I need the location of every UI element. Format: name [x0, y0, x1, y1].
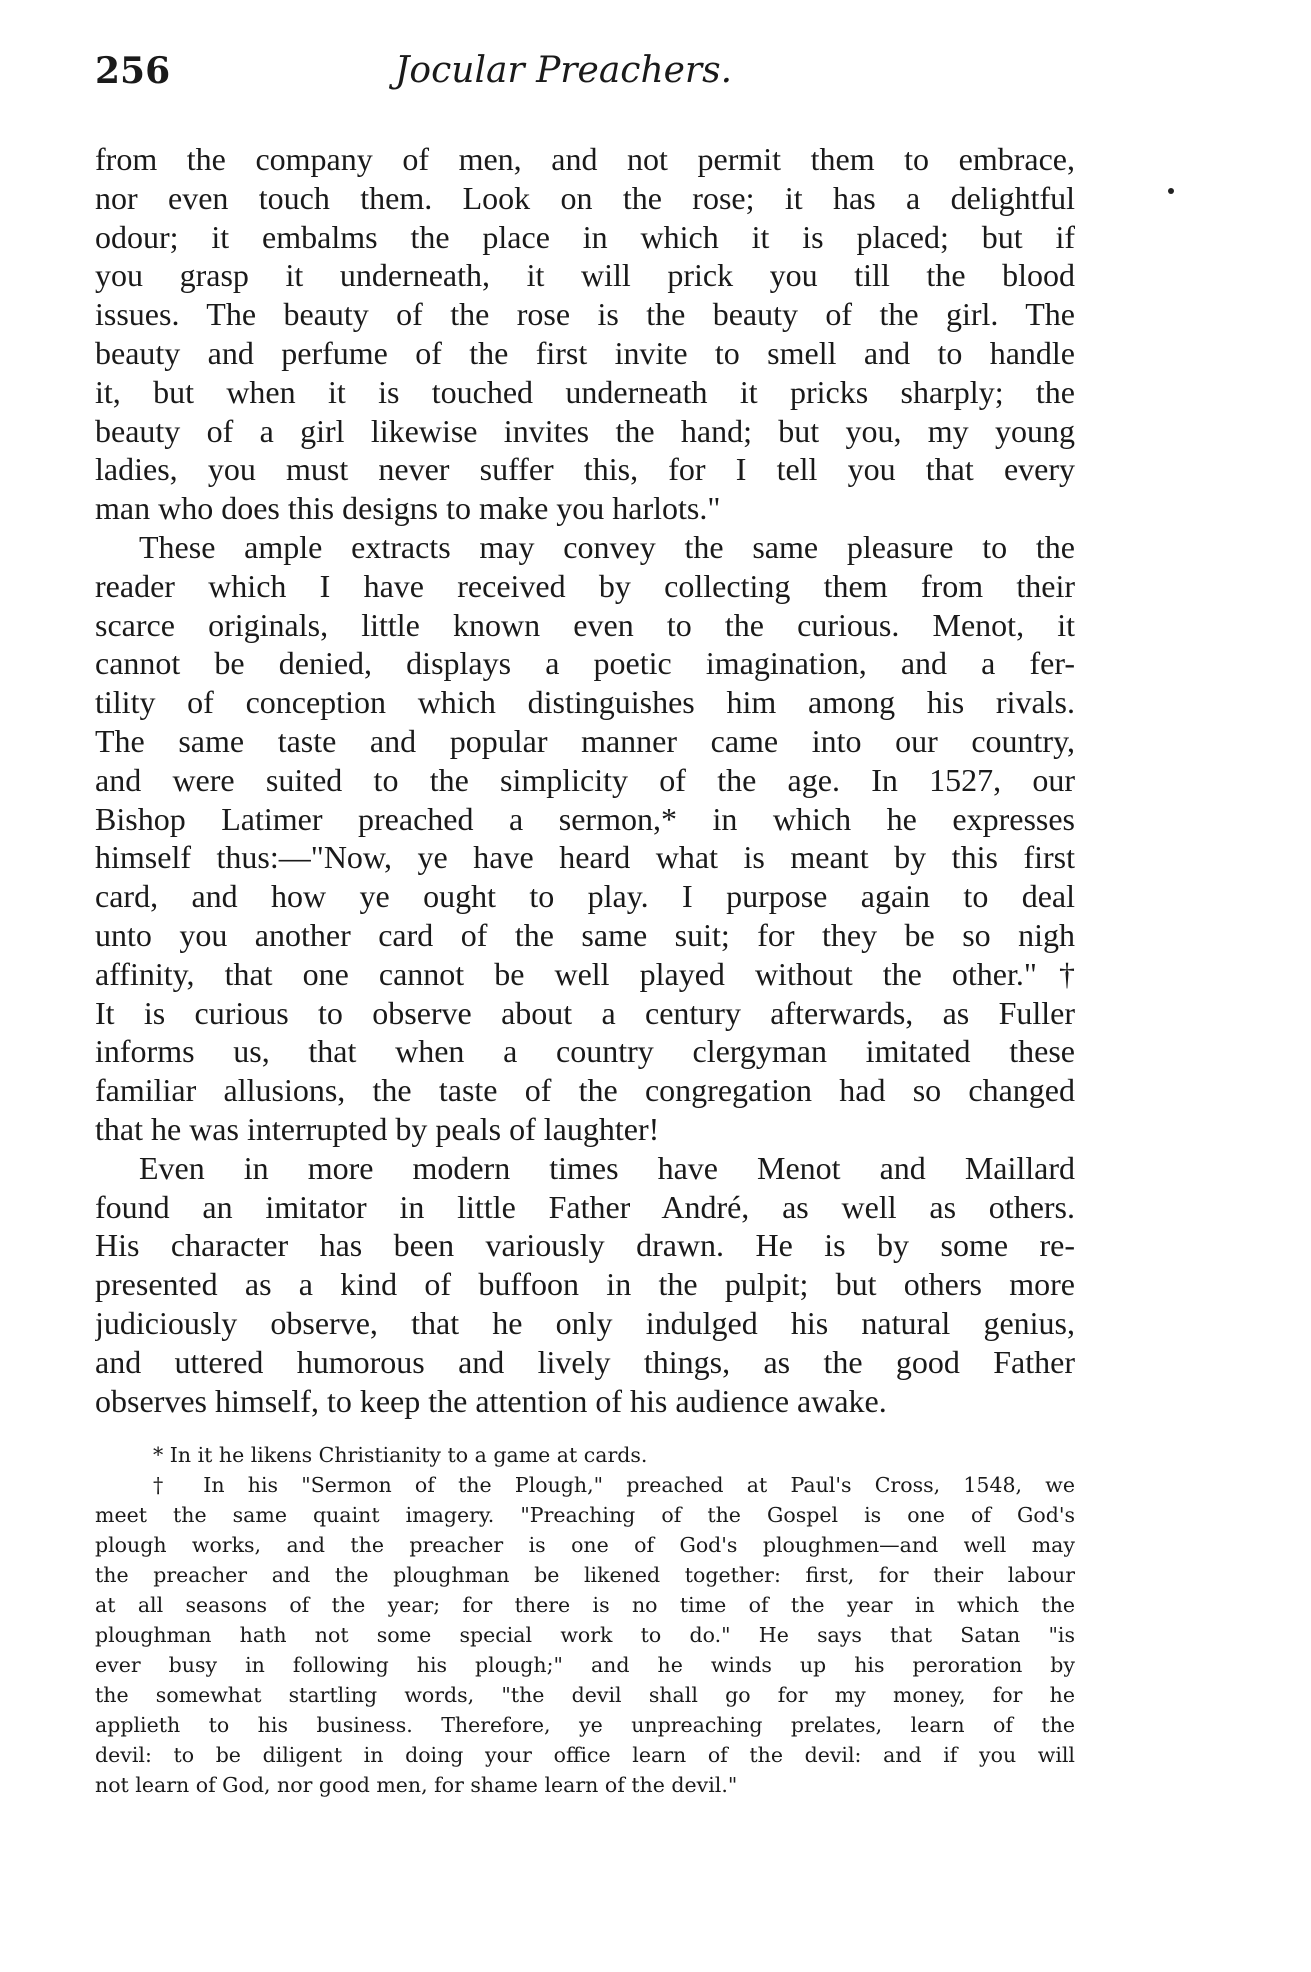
text-line: beauty of a girl likewise invites the hand; but you, my young — [95, 412, 1075, 449]
running-title: Jocular Preachers. — [395, 50, 733, 91]
text-line: judiciously observe, that he only indulged his natural genius, — [95, 1304, 1075, 1341]
text-line: affinity, that one cannot be well played without the other."† — [95, 955, 1075, 992]
text-line: odour; it embalms the place in which it is placed; but if — [95, 218, 1075, 255]
text-line: man who does this designs to make you harlots." — [95, 490, 721, 527]
paragraph — [95, 528, 1075, 1149]
margin-dot — [1168, 188, 1174, 194]
text-line: meet the same quaint imagery. "Preaching of the Gospel is one of God's — [95, 1503, 1075, 1527]
text-line: cannot be denied, displays a poetic imagination, and a fer- — [95, 645, 1075, 682]
text-line: issues. The beauty of the rose is the beauty of the girl. The — [95, 296, 1075, 333]
text-line: It is curious to observe about a century afterwards, as Fuller — [95, 994, 1075, 1031]
text-line: you grasp it underneath, it will prick you till the blood — [95, 257, 1075, 294]
text-line: beauty and perfume of the first invite to smell and to handle — [95, 334, 1075, 371]
text-line: found an imitator in little Father André, as well as others. — [95, 1188, 1075, 1225]
text-line: devil: to be diligent in doing your office learn of the devil: and if you will — [95, 1743, 1075, 1767]
footnotes — [95, 1440, 1075, 1800]
text-line: and uttered humorous and lively things, as the good Father — [95, 1343, 1075, 1380]
text-line: from the company of men, and not permit them to embrace, — [95, 141, 1075, 177]
text-line: scarce originals, little known even to the curious. Menot, it — [95, 606, 1075, 643]
text-line: not learn of God, nor good men, for shame learn of the devil." — [95, 1773, 738, 1797]
text-line: Bishop Latimer preached a sermon,* in which he expresses — [95, 800, 1075, 837]
text-line: the somewhat startling words, "the devil shall go for my money, for he — [95, 1683, 1075, 1707]
text-line: the preacher and the ploughman be likened together: first, for their labour — [95, 1563, 1075, 1587]
text-line: observes himself, to keep the attention of his audience awake. — [95, 1382, 887, 1419]
text-line: plough works, and the preacher is one of God's ploughmen—and well may — [95, 1533, 1075, 1557]
text-line: tility of conception which distinguishes him among his rivals. — [95, 684, 1075, 721]
text-line: ploughman hath not some special work to do." He says that Satan "is — [95, 1623, 1075, 1647]
text-line: ever busy in following his plough;" and he winds up his peroration by — [95, 1653, 1075, 1677]
text-line: * In it he likens Christianity to a game at cards. — [153, 1443, 648, 1467]
text-line: himself thus:—"Now, ye have heard what is meant by this first — [95, 839, 1075, 876]
paragraph — [95, 1149, 1075, 1421]
footnote — [95, 1470, 1075, 1800]
text-line: ladies, you must never suffer this, for I tell you that every — [95, 451, 1075, 488]
page-header — [95, 50, 1095, 100]
text-line: † In his "Sermon of the Plough," preached at Paul's Cross, 1548, we — [153, 1473, 1075, 1497]
text-line: The same taste and popular manner came into our country, — [95, 722, 1075, 759]
text-line: and were suited to the simplicity of the age. In 1527, our — [95, 761, 1075, 798]
text-line: informs us, that when a country clergyman imitated these — [95, 1033, 1075, 1070]
text-line: it, but when it is touched underneath it pricks sharply; the — [95, 373, 1075, 410]
page-number: 256 — [95, 50, 171, 92]
footnote — [95, 1440, 1075, 1470]
text-line: applieth to his business. Therefore, ye unpreaching prelates, learn of the — [95, 1713, 1075, 1737]
paragraph — [95, 140, 1075, 528]
text-line: that he was interrupted by peals of laughter! — [95, 1110, 660, 1147]
text-line: nor even touch them. Look on the rose; it has a delightful — [95, 179, 1075, 216]
text-line: unto you another card of the same suit; for they be so nigh — [95, 916, 1075, 953]
body-text — [95, 140, 1075, 1420]
text-line: familiar allusions, the taste of the congregation had so changed — [95, 1072, 1075, 1109]
text-line: at all seasons of the year; for there is no time of the year in which the — [95, 1593, 1075, 1617]
text-line: card, and how ye ought to play. I purpose again to deal — [95, 878, 1075, 915]
text-line: His character has been variously drawn. He is by some re- — [95, 1227, 1075, 1264]
text-line: reader which I have received by collecting them from their — [95, 567, 1075, 604]
text-line: These ample extracts may convey the same pleasure to the — [139, 528, 1075, 565]
text-line: presented as a kind of buffoon in the pulpit; but others more — [95, 1266, 1075, 1303]
text-line: Even in more modern times have Menot and Maillard — [139, 1149, 1075, 1186]
